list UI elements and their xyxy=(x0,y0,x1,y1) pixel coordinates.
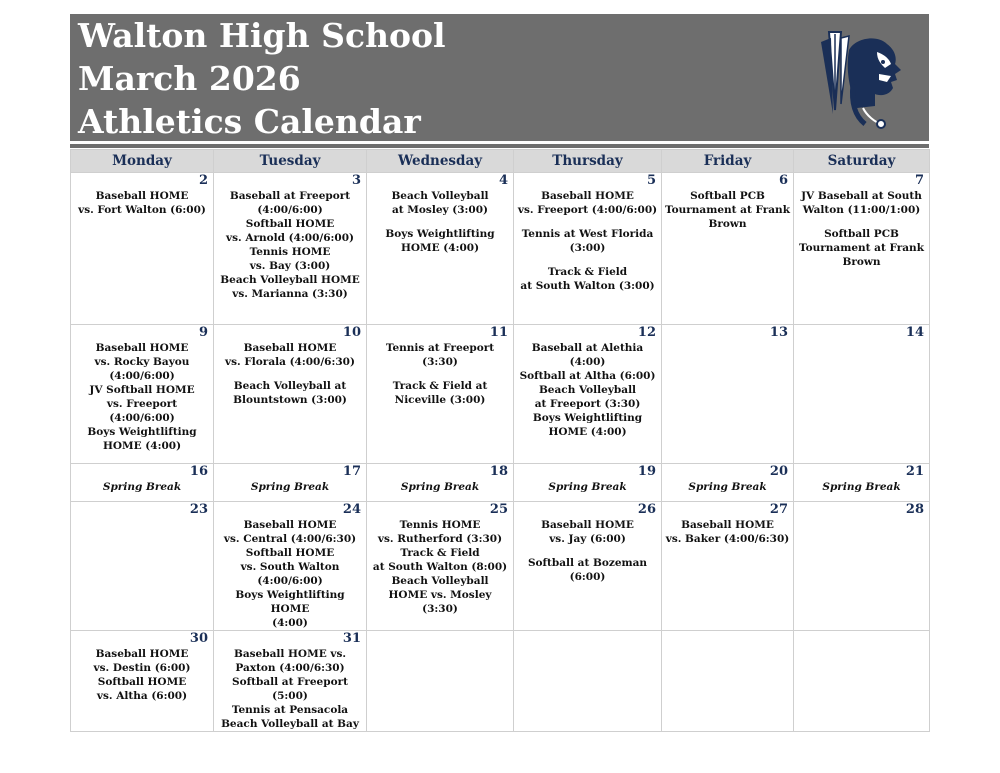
week-row xyxy=(71,325,930,464)
spring-break-label: Spring Break xyxy=(822,481,901,493)
day-number: 4 xyxy=(498,173,508,188)
event-spacer xyxy=(370,217,510,227)
day-cell xyxy=(71,173,214,325)
event-block xyxy=(797,227,926,269)
day-cell xyxy=(214,173,367,325)
event-line: at Mosley (3:00) xyxy=(391,204,488,216)
day-number: 3 xyxy=(351,173,361,188)
day-cell xyxy=(514,325,662,464)
event-line: (3:30) xyxy=(422,356,458,368)
calendar-grid xyxy=(70,149,930,732)
event-line: vs. Central (4:00/6:30) xyxy=(223,533,357,545)
event-block xyxy=(217,647,363,731)
weekday-header: Friday xyxy=(662,150,794,173)
event-line: Baseball HOME xyxy=(95,648,189,660)
calendar-header xyxy=(70,14,929,141)
event-line: (4:00) xyxy=(569,356,606,368)
day-number: 25 xyxy=(489,502,508,517)
event-line: Niceville (3:00) xyxy=(394,394,486,406)
day-cell xyxy=(662,502,794,631)
event-line: Boys Weightlifting xyxy=(532,412,643,424)
event-line: Baseball HOME xyxy=(243,519,337,531)
event-spacer xyxy=(517,546,658,556)
day-number: 5 xyxy=(646,173,656,188)
event-line: HOME vs. Mosley (3:30) xyxy=(388,589,492,615)
day-cell xyxy=(71,631,214,732)
event-line: Beach Volleyball at xyxy=(233,380,347,392)
event-line: HOME (4:00) xyxy=(548,426,627,438)
event-line: (4:00) xyxy=(272,617,308,629)
event-line: vs. Rutherford (3:30) xyxy=(377,533,503,545)
event-line: vs. Fort Walton (6:00) xyxy=(78,204,206,216)
event-line: Beach Volleyball xyxy=(391,190,489,202)
event-line: vs. Destin (6:00) xyxy=(93,662,191,674)
event-line: (4:00/6:00) xyxy=(257,204,323,216)
event-line: Softball at Altha (6:00) xyxy=(519,370,656,382)
event-line: Blountstown (3:00) xyxy=(233,394,347,406)
event-block xyxy=(74,189,210,217)
day-number: 13 xyxy=(769,325,788,340)
event-spacer xyxy=(370,369,510,379)
header-rule xyxy=(70,144,929,148)
event-block xyxy=(74,647,210,703)
weekday-header: Thursday xyxy=(514,150,662,173)
day-cell xyxy=(514,631,662,732)
event-line: vs. Arnold (4:00/6:00) xyxy=(226,232,354,244)
event-block xyxy=(370,189,510,217)
event-line: Beach Volleyball xyxy=(391,575,489,587)
native-american-mascot-icon xyxy=(815,24,915,130)
event-line: Baseball HOME xyxy=(95,190,189,202)
event-line: Boys Weightlifting xyxy=(385,228,495,240)
day-cell xyxy=(367,631,514,732)
weekday-header: Monday xyxy=(71,150,214,173)
event-line: JV Softball HOME xyxy=(89,384,195,396)
event-line: vs. Florala (4:00/6:30) xyxy=(225,356,355,368)
event-block xyxy=(370,518,510,616)
event-block xyxy=(517,265,658,293)
week-row xyxy=(71,631,930,732)
event-line: Baseball HOME vs. xyxy=(233,648,347,660)
event-block xyxy=(517,556,658,584)
spring-break-label: Spring Break xyxy=(102,481,182,493)
event-line: Boys Weightlifting xyxy=(87,426,197,438)
event-line: vs. Rocky Bayou xyxy=(94,356,190,368)
event-line: Tennis at West Florida xyxy=(521,228,654,240)
day-number: 10 xyxy=(342,325,361,340)
spring-break-label: Spring Break xyxy=(400,481,480,493)
calendar-subtitle: Athletics Calendar xyxy=(78,102,421,141)
event-spacer xyxy=(797,217,926,227)
day-cell xyxy=(71,325,214,464)
day-cell xyxy=(367,325,514,464)
event-block xyxy=(217,379,363,407)
day-cell xyxy=(214,464,367,502)
event-line: Softball HOME xyxy=(97,676,187,688)
event-line: Track & Field xyxy=(400,547,480,559)
event-line: Baseball HOME xyxy=(541,519,634,531)
event-line: Tennis at Pensacola xyxy=(231,704,349,716)
event-line: HOME (4:00) xyxy=(102,440,182,452)
day-number: 27 xyxy=(769,502,788,517)
event-line: Softball HOME xyxy=(245,547,335,559)
event-line: Softball PCB xyxy=(690,190,765,202)
event-spacer xyxy=(217,369,363,379)
day-number: 14 xyxy=(905,325,924,340)
weekday-header: Tuesday xyxy=(214,150,367,173)
event-line: vs. Freeport xyxy=(106,398,178,410)
event-line: Brown xyxy=(842,256,881,268)
day-cell xyxy=(71,464,214,502)
day-number: 28 xyxy=(905,502,924,517)
day-cell xyxy=(662,173,794,325)
event-block xyxy=(517,227,658,255)
event-line: Softball at Freeport (5:00) xyxy=(232,676,348,702)
day-cell xyxy=(794,464,930,502)
event-line: Baseball HOME xyxy=(243,342,337,354)
day-cell xyxy=(794,631,930,732)
event-block xyxy=(370,227,510,255)
event-block xyxy=(665,189,790,231)
day-cell xyxy=(514,502,662,631)
event-line: Track & Field xyxy=(547,266,628,278)
day-cell xyxy=(794,325,930,464)
day-number: 17 xyxy=(342,464,361,479)
event-line: vs. Freeport (4:00/6:00) xyxy=(517,204,658,216)
event-block xyxy=(517,189,658,217)
event-line: vs. South Walton xyxy=(240,561,340,573)
weekday-header: Wednesday xyxy=(367,150,514,173)
event-block xyxy=(517,518,658,546)
day-number: 24 xyxy=(342,502,361,517)
day-cell xyxy=(514,464,662,502)
event-line: vs. Jay (6:00) xyxy=(549,533,626,545)
event-line: Baseball HOME xyxy=(95,342,189,354)
event-line: Baseball HOME xyxy=(541,190,634,202)
day-number: 7 xyxy=(914,173,924,188)
event-line: Beach Volleyball xyxy=(538,384,637,396)
event-line: vs. Marianna (3:30) xyxy=(232,288,348,300)
event-block xyxy=(74,341,210,453)
day-cell xyxy=(214,325,367,464)
event-line: Walton (11:00/1:00) xyxy=(802,204,921,216)
event-line: at South Walton (8:00) xyxy=(372,561,508,573)
event-block xyxy=(797,189,926,217)
week-row xyxy=(71,173,930,325)
day-cell xyxy=(794,502,930,631)
event-block xyxy=(665,518,790,546)
day-number: 2 xyxy=(198,173,208,188)
event-line: Baseball at Freeport xyxy=(229,190,351,202)
event-line: vs. Baker (4:00/6:30) xyxy=(665,533,790,545)
weekday-header: Saturday xyxy=(794,150,930,173)
day-cell xyxy=(367,502,514,631)
event-line: Brown xyxy=(708,218,747,230)
event-line: Softball PCB xyxy=(824,228,899,240)
event-block xyxy=(517,341,658,439)
day-number: 18 xyxy=(489,464,508,479)
event-spacer xyxy=(517,217,658,227)
day-cell xyxy=(214,502,367,631)
day-number: 21 xyxy=(905,464,924,479)
event-line: vs. Altha (6:00) xyxy=(96,690,188,702)
event-line: Baseball at Alethia xyxy=(531,342,644,354)
day-cell xyxy=(662,631,794,732)
event-line: (4:00/6:00) xyxy=(257,575,323,587)
day-number: 26 xyxy=(637,502,656,517)
day-number: 30 xyxy=(189,631,208,646)
event-line: Boys Weightlifting HOME xyxy=(235,589,345,615)
event-line: Tennis HOME xyxy=(249,246,331,258)
event-line: Beach Volleyball at Bay xyxy=(221,718,359,730)
month-title: March 2026 xyxy=(78,59,301,98)
event-spacer xyxy=(517,255,658,265)
weekday-header-row xyxy=(71,150,930,173)
event-line: (3:00) xyxy=(569,242,606,254)
day-cell xyxy=(794,173,930,325)
day-number: 31 xyxy=(342,631,361,646)
event-line: Tournament at Frank xyxy=(799,242,924,254)
day-number: 9 xyxy=(198,325,208,340)
event-line: HOME (4:00) xyxy=(400,242,480,254)
day-cell xyxy=(71,502,214,631)
event-line: Tournament at Frank xyxy=(665,204,790,216)
event-line: (4:00/6:00) xyxy=(109,370,175,382)
day-cell xyxy=(514,173,662,325)
event-line: Beach Volleyball HOME xyxy=(220,274,360,286)
day-cell xyxy=(367,464,514,502)
day-cell xyxy=(367,173,514,325)
event-line: at Freeport (3:30) xyxy=(534,398,641,410)
event-line: Tennis HOME xyxy=(399,519,481,531)
event-line: at South Walton (3:00) xyxy=(520,280,655,292)
spring-break-label: Spring Break xyxy=(548,481,627,493)
day-number: 19 xyxy=(637,464,656,479)
day-number: 12 xyxy=(637,325,656,340)
spring-break-label: Spring Break xyxy=(250,481,330,493)
week-row xyxy=(71,464,930,502)
day-number: 6 xyxy=(778,173,788,188)
event-line: (6:00) xyxy=(569,571,606,583)
event-line: Softball HOME xyxy=(245,218,335,230)
event-block xyxy=(217,518,363,630)
event-block xyxy=(370,379,510,407)
event-block xyxy=(370,341,510,369)
day-number: 20 xyxy=(769,464,788,479)
event-line: Track & Field at xyxy=(392,380,488,392)
day-number: 23 xyxy=(189,502,208,517)
school-name: Walton High School xyxy=(78,16,446,55)
event-line: Tennis at Freeport xyxy=(385,342,495,354)
event-line: JV Baseball at South xyxy=(801,190,922,202)
day-number: 16 xyxy=(189,464,208,479)
day-cell xyxy=(214,631,367,732)
day-cell xyxy=(662,464,794,502)
day-cell xyxy=(662,325,794,464)
event-line: Softball at Bozeman xyxy=(527,557,648,569)
event-line: Baseball HOME xyxy=(681,519,774,531)
event-line: Paxton (4:00/6:30) xyxy=(235,662,345,674)
week-row xyxy=(71,502,930,631)
event-line: (4:00/6:00) xyxy=(109,412,175,424)
day-number: 11 xyxy=(489,325,508,340)
event-block xyxy=(217,189,363,301)
event-block xyxy=(217,341,363,369)
spring-break-label: Spring Break xyxy=(688,481,767,493)
event-line: vs. Bay (3:00) xyxy=(249,260,331,272)
